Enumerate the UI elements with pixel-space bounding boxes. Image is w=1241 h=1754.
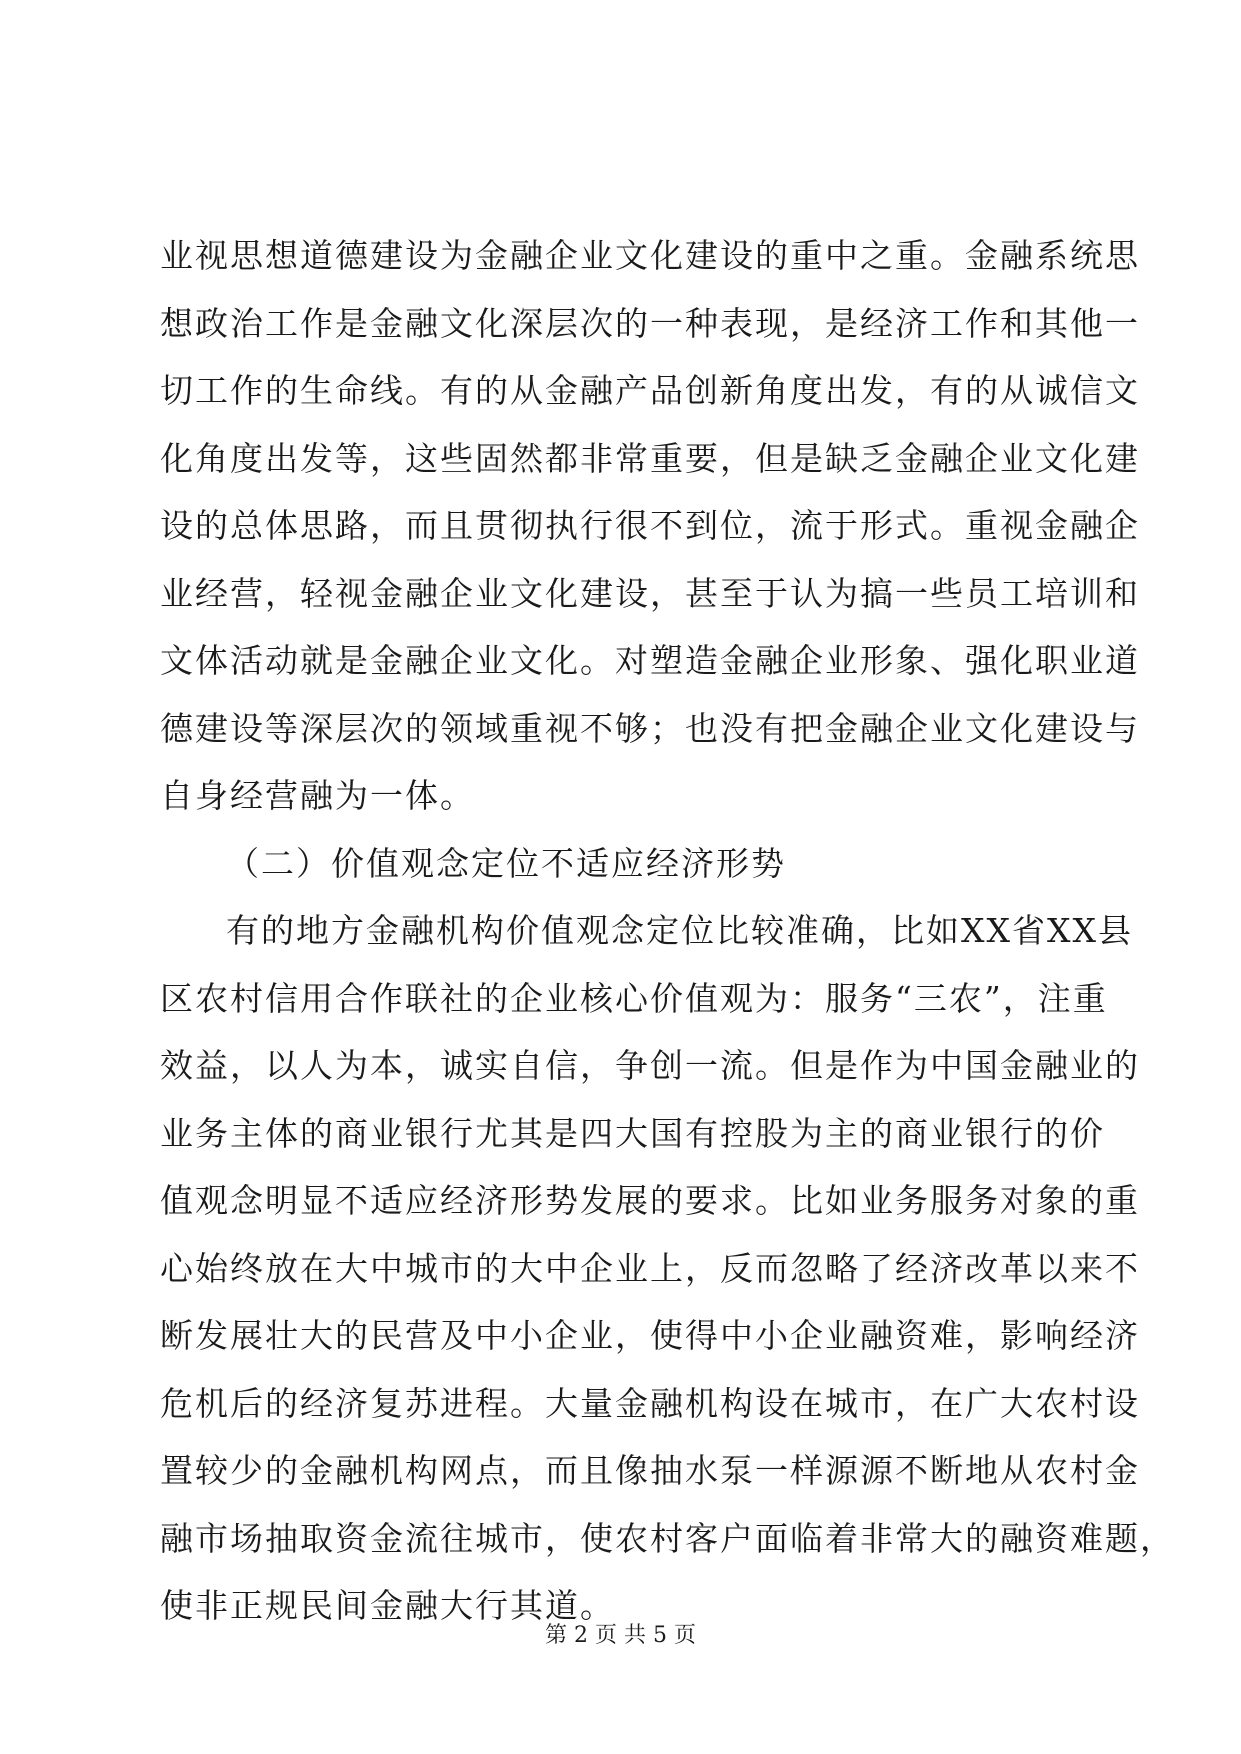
- text-line: 切工作的生命线。有的从金融产品创新角度出发，有的从诚信文: [160, 371, 1140, 410]
- text-line: 文体活动就是金融企业文化。对塑造金融企业形象、强化职业道: [160, 641, 1140, 680]
- text-line: 想政治工作是金融文化深层次的一种表现，是经济工作和其他一: [160, 303, 1140, 343]
- body-text: [160, 226, 1175, 1644]
- text-line: 业务主体的商业银行尤其是四大国有控股为主的商业银行的价: [160, 1113, 1105, 1153]
- text-line: 化角度出发等，这些固然都非常重要，但是缺乏金融企业文化建: [160, 438, 1140, 478]
- text-line: 融市场抽取资金流往城市，使农村客户面临着非常大的融资难题，: [160, 1518, 1175, 1558]
- text-line: 危机后的经济复苏进程。大量金融机构设在城市，在广大农村设: [160, 1383, 1140, 1423]
- text-line: 效益，以人为本，诚实自信，争创一流。但是作为中国金融业的: [160, 1046, 1140, 1085]
- text-line: 自身经营融为一体。: [160, 776, 475, 815]
- text-line: （二）价值观念定位不适应经济形势: [226, 843, 786, 883]
- text-line: 值观念明显不适应经济形势发展的要求。比如业务服务对象的重: [160, 1181, 1140, 1220]
- text-line: 业经营，轻视金融企业文化建设，甚至于认为搞一些员工培训和: [160, 573, 1140, 613]
- text-line: 使非正规民间金融大行其道。: [160, 1586, 615, 1625]
- text-line: 德建设等深层次的领域重视不够；也没有把金融企业文化建设与: [160, 708, 1140, 748]
- text-line: 业视思想道德建设为金融企业文化建设的重中之重。金融系统思: [160, 236, 1140, 275]
- text-line: 区农村信用合作联社的企业核心价值观为：服务“三农”，注重: [160, 978, 1108, 1018]
- page-footer: 第 2 页 共 5 页: [545, 1623, 696, 1648]
- text-line: 设的总体思路，而且贯彻执行很不到位，流于形式。重视金融企: [160, 506, 1140, 545]
- text-line: 心始终放在大中城市的大中企业上，反而忽略了经济改革以来不: [160, 1248, 1140, 1288]
- text-line: 有的地方金融机构价值观念定位比较准确，比如XX省XX县: [226, 911, 1133, 950]
- text-line: 断发展壮大的民营及中小企业，使得中小企业融资难，影响经济: [160, 1316, 1140, 1355]
- text-line: 置较少的金融机构网点，而且像抽水泵一样源源不断地从农村金: [160, 1451, 1140, 1490]
